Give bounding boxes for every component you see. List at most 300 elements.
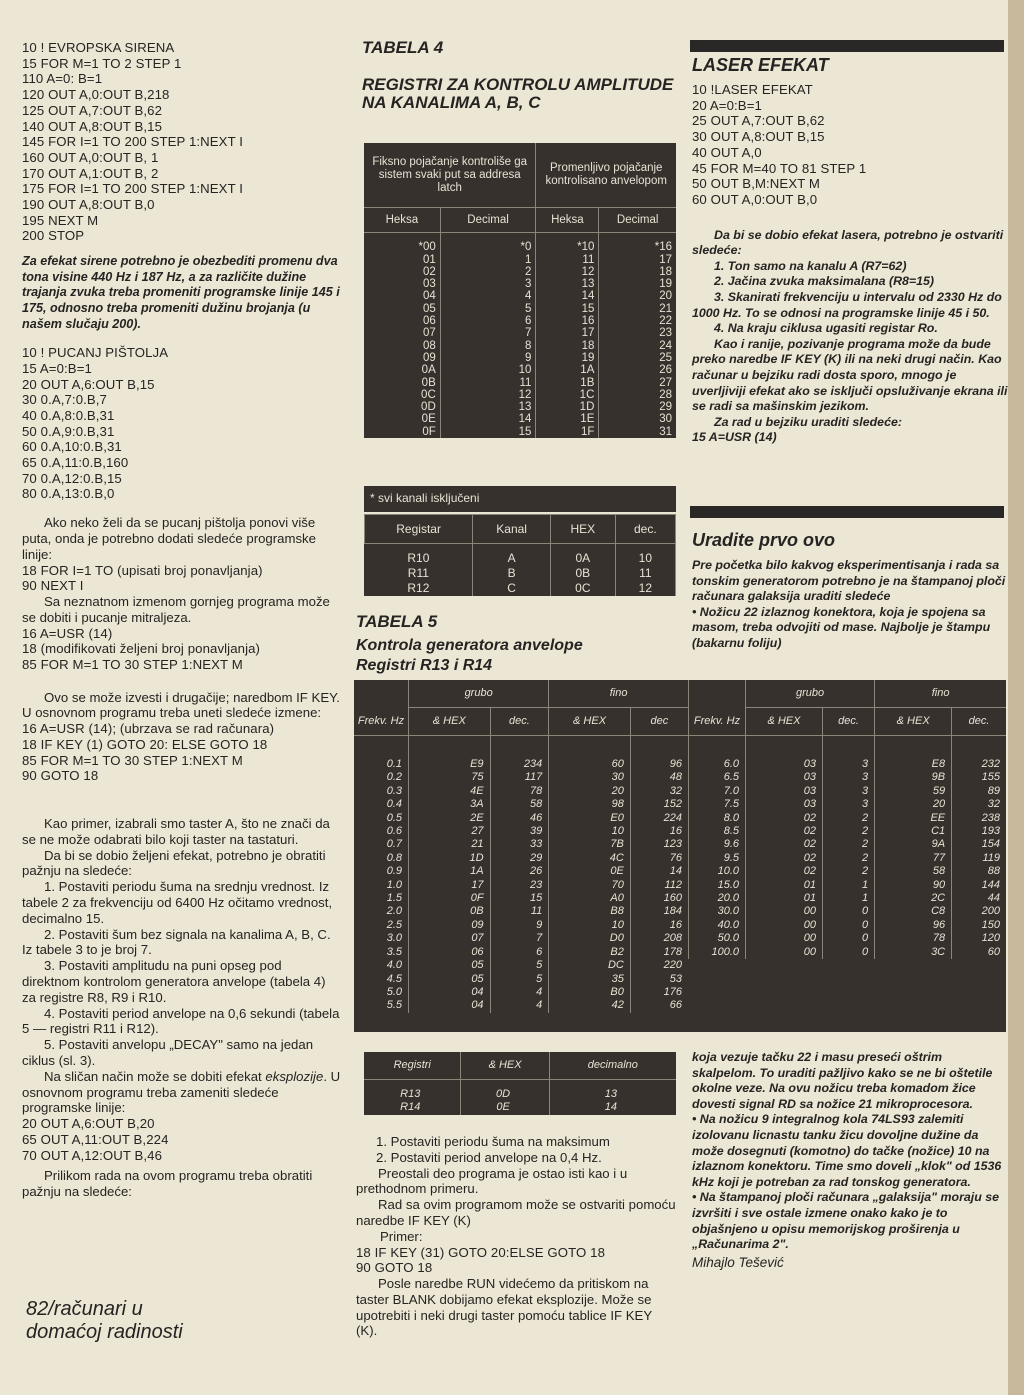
table-row [354,973,688,986]
table-cell: 2 [440,266,536,278]
table-cell: 0.9 [354,865,409,878]
table-cell: 234 [490,736,549,772]
table-cell: 0.2 [354,771,409,784]
table-cell: 119 [982,851,1000,864]
step-item: 3. Skanirati frekvenciju u intervalu od 2330 Hz do 1000 Hz. To se odnosi na programske linije 45 i 50. [692,290,1002,320]
table-cell: 0F [364,426,440,438]
left-column [22,40,342,1200]
table-cell: 4 [490,999,549,1012]
table-cell: 0.5 [354,812,409,825]
table-row [689,946,1007,959]
table-cell: 60 [549,736,631,772]
code-evropska-sirena [22,40,342,244]
table-cell: 2.0 [354,905,409,918]
table-cell: 0E [461,1101,549,1114]
table5-group-row [354,680,688,708]
code-line: 50 OUT B,M:NEXT M [692,176,820,192]
table-cell: 02 [746,852,823,865]
table5-body-left [354,736,688,1013]
step-item: 1. Postaviti periodu šuma na maksimum [376,1134,610,1149]
table-cell: 23 [490,879,549,892]
table-cell: 2 [822,852,874,865]
table5-body-right [689,736,1007,960]
table-cell: 0F [409,892,491,905]
table-cell: 5.5 [354,999,409,1012]
table-row [354,825,688,838]
code-line: 10 ! EVROPSKA SIRENA [22,40,175,55]
code-line: 60 0.A,10:0.B,31 [22,439,122,455]
group-grubo: grubo [409,680,549,708]
table-cell: 06 [364,315,440,327]
code-line: 18 IF KEY (31) GOTO 20:ELSE GOTO 18 [356,1244,606,1260]
table-cell: 21 [659,302,672,315]
table-cell: 26 [490,865,549,878]
uradite-text [692,558,1006,652]
table-cell: 7B [549,838,631,851]
table-cell: 02 [746,838,823,851]
table-cell: 89 [987,784,1000,797]
table-cell: D0 [549,932,631,945]
table-row [354,999,688,1012]
table-row [354,798,688,811]
table4 [364,143,676,438]
table-cell: 1 [822,892,874,905]
table-cell: A [473,544,551,567]
code-line: 20 OUT A,6:OUT B,15 [22,376,155,392]
table-cell: 3.5 [354,946,409,959]
table-cell: 0.4 [354,798,409,811]
table-cell: 1D [409,852,491,865]
table-cell: 01 [746,879,823,892]
paragraph: Ovo se može izvesti i drugačije; naredbom IF KEY. U osnovnom programu treba uneti sledeće izmene: [22,689,340,721]
table-cell: 01 [364,254,440,266]
step-item: 4. Postaviti period anvelope na 0,6 sekundi (tabela 5 — registri R11 i R12). [22,1005,340,1037]
table-cell: 112 [664,878,682,891]
column-header: Heksa [364,208,440,233]
table-cell: 76 [669,851,682,864]
table-cell: 00 [746,905,823,918]
empty-cell [354,680,409,708]
table5-header-left [354,708,688,736]
code-line: 170 OUT A,1:OUT B, 2 [22,165,159,181]
table-cell: 5 [490,959,549,972]
table-cell: 05 [364,303,440,315]
table-cell: 18 [659,265,672,278]
table5-registers-body [364,1080,676,1115]
table-cell: 1.5 [354,892,409,905]
table-row [354,852,688,865]
column-header: & HEX [461,1052,549,1080]
paragraph: Rad sa ovim programom može se ostvariti pomoću naredbe IF KEY (K) [356,1197,676,1228]
table-cell: 16 [536,315,599,327]
middle-text [356,1134,676,1339]
table-cell: 152 [663,798,682,811]
table-cell: 2C [875,892,952,905]
code-line: 140 OUT A,8:OUT B,15 [22,118,163,134]
paragraph: Za rad u bejziku uraditi sledeće: [714,414,902,429]
table-row [364,413,676,425]
table-cell: 06 [409,946,491,959]
text: Na sličan način može se dobiti efekat [44,1068,262,1084]
table-row [354,986,688,999]
table-cell: 78 [875,932,952,945]
table4-label: TABELA 4 [362,38,444,57]
table-cell: 59 [875,785,952,798]
paragraph: • Na štampanoj ploči računara „galaksija" moraju se izvršiti i sve ostale izmene onako kako je to objašnjeno u opisu memorijskog proširenja u „Računarima 2". [692,1190,1000,1252]
table-cell: 14 [604,1101,617,1114]
table-cell: 75 [409,771,491,784]
table-cell: 96 [875,919,952,932]
table-cell: 1B [536,377,599,389]
column-header: HEX [551,515,616,544]
table-row [365,544,676,567]
table-cell: 27 [409,825,491,838]
table-cell: 3 [822,798,874,811]
table-cell: 07 [409,932,491,945]
group-grubo: grubo [746,680,875,708]
table-cell: 70 [549,879,631,892]
paragraph: Kao primer, izabrali smo taster A, što ne znači da se ne može odabrati bilo koji taster na tastaturi. [22,816,330,847]
column-header: Kanal [473,515,551,544]
table-cell: B [473,566,551,581]
table-row [364,254,676,266]
paragraph: 15 A=USR (14) [692,430,777,445]
table5-registers [364,1052,676,1115]
table-cell: 5.0 [354,986,409,999]
uradite-text-continued [692,1050,1006,1270]
code-line: 90 GOTO 18 [356,1260,433,1276]
table-cell: 224 [663,811,682,824]
table-cell: 14 [669,865,682,878]
table-cell: 154 [981,838,1000,851]
table-cell: 19 [536,352,599,364]
table-cell: 220 [663,959,682,972]
column-header: Registri [364,1052,461,1080]
code-line: 80 0.A,13:0.B,0 [22,486,115,502]
paragraph: Posle naredbe RUN videćemo da pritiskom na taster BLANK dobijamo efekat eksplozije. Može se upotrebiti i neki drugi taster pomoću tablice IF KEY (K). [356,1275,652,1339]
register-table-header [365,515,676,544]
table-cell: 193 [981,825,1000,838]
paragraph: Primer: [380,1228,423,1244]
table-cell: 176 [663,985,682,998]
table-cell: 0B [409,905,491,918]
table-cell: 42 [549,999,631,1012]
table-cell: 20 [875,798,952,811]
divider-bar [690,506,1004,518]
table5-title-line2: Registri R13 i R14 [356,657,493,674]
table-cell: *00 [364,233,440,254]
column-header: dec. [952,708,1006,736]
table-cell: 0E [364,413,440,425]
table-cell: 9B [875,771,952,784]
table-cell: 238 [981,811,1000,824]
page-footer: 82/računari u domaćoj radinosti [26,1298,183,1343]
table-row [689,798,1007,811]
paragraph: Da bi se dobio željeni efekat, potrebno je obratiti pažnju na sledeće: [22,847,326,879]
table-cell: 11 [615,566,675,581]
table-cell: 184 [663,905,682,918]
table-cell: 07 [364,327,440,339]
table-row [364,327,676,339]
laser-section [692,82,1008,446]
step-item: 4. Na kraju ciklusa ugasiti registar Ro. [714,321,938,336]
table-cell: 58 [875,865,952,878]
table-cell: 8.0 [689,812,746,825]
column-header: dec. [822,708,874,736]
group-fino: fino [875,680,1006,708]
table-cell: 88 [987,865,1000,878]
table-cell: 16 [669,918,682,931]
table-cell: 208 [663,932,682,945]
table-cell: 10 [615,544,675,567]
paragraph: koja vezuje tačku 22 i masu preseći oštrim skalpelom. To uraditi pažljivo kako se ne bi oštetile okolne veze. Na ovu nožicu treba komadom žice dovesti signal RD sa nožice 21 mikroprocesora. [692,1050,993,1111]
table-cell: 02 [364,266,440,278]
table-cell: 7 [440,327,536,339]
code-line: 90 NEXT I [22,578,84,594]
paragraph: Pre početka bilo kakvog eksperimentisanja i rada sa tonskim generatorom potrebno je na štampanoj ploči računara galaksija uraditi sledeće [692,558,1006,604]
table-row [364,1101,676,1114]
table-cell: 28 [659,388,672,401]
table-cell: 48 [669,771,682,784]
table-cell: *0 [440,233,536,254]
step-item: 2. Postaviti šum bez signala na kanalima A, B, C. Iz tabele 3 to je broj 7. [22,926,331,958]
table-cell: 09 [364,352,440,364]
column-header: Heksa [536,208,599,233]
table-cell: 3A [409,798,491,811]
code-line: 175 FOR I=1 TO 200 STEP 1:NEXT I [22,181,244,197]
column-header: & HEX [875,708,952,736]
table-cell: 0.1 [354,736,409,772]
table-cell: E9 [409,736,491,772]
paragraph: Kao i ranije, pozivanje programa može da bude preko naredbe IF KEY (K) ili na neki drugi način. Kao računar u bejziku radi dosta sporo, mnogo je uverljiviji efekat ako se isključi opsluživanje ekrana ili se radi sa mašinskim jezikom. [692,336,1008,414]
table-row [689,879,1007,892]
table-row [354,879,688,892]
table-cell: 77 [875,852,952,865]
column-header: Registar [365,515,473,544]
step-item: 1. Ton samo na kanalu A (R7=62) [714,258,907,273]
table-cell: 1C [536,389,599,401]
code-line: 110 A=0: B=1 [22,71,103,87]
table-cell: 9 [440,352,536,364]
table-row [354,785,688,798]
laser-notes [692,228,1008,446]
table-cell: 11 [490,905,549,918]
table-row [689,771,1007,784]
table-cell: 44 [987,892,1000,905]
steps-list [692,259,1008,337]
table-cell: 15 [490,892,549,905]
table-cell: 20.0 [689,892,746,905]
step-item: 3. Postaviti amplitudu na puni opseg pod direktnom kontrolom generatora anvelope (tabela 4) za registre R8, R9 i R10. [22,958,326,1005]
table-cell: EE [875,812,952,825]
table-row [689,736,1007,772]
table-cell: 39 [490,825,549,838]
code-line: 30 OUT A,8:OUT B,15 [692,129,825,145]
table-cell: 9.5 [689,852,746,865]
table-cell: 4 [490,986,549,999]
table-row [354,838,688,851]
table-cell: 32 [987,798,1000,811]
paragraph: Ako neko želi da se pucanj pištolja ponovi više puta, onda je potrebno dodati sledeće programske linije: [22,515,316,562]
table-row [354,771,688,784]
paragraph: Sa neznatnom izmenom gornjeg programa može se dobiti i pucanje mitraljeza. [22,593,330,625]
code-line: 160 OUT A,0:OUT B, 1 [22,149,159,165]
column-header: dec [630,708,688,736]
table-cell: 23 [659,327,672,340]
table-cell: 20 [659,290,672,303]
table-cell: 1A [536,364,599,376]
table-cell: 0A [364,364,440,376]
steps-list [356,1134,676,1166]
code-line: 190 OUT A,8:OUT B,0 [22,197,155,213]
table-cell: 0.8 [354,852,409,865]
code-line: 10 !LASER EFEKAT [692,82,813,97]
table-cell: 03 [746,785,823,798]
code-line: 70 0.A,12:0.B,15 [22,470,122,486]
code-line: 16 A=USR (14) [22,625,113,641]
table-row [364,266,676,278]
paragraph: Da bi se dobio efekat lasera, potrebno je ostvariti sledeće: [692,227,1004,258]
table-cell: DC [549,959,631,972]
table-cell: 04 [409,986,491,999]
table-cell: 2.5 [354,919,409,932]
code-line: 20 OUT A,6:OUT B,20 [22,1116,155,1132]
table-cell: 26 [659,364,672,377]
table-row [689,785,1007,798]
table-cell: 6 [440,315,536,327]
table-cell: 02 [746,865,823,878]
table4-header [364,143,676,208]
table-cell: 30 [549,771,631,784]
table4-footnote: * svi kanali isključeni [364,486,676,512]
table-row [365,581,676,596]
table-row [364,364,676,376]
table-cell: 01 [746,892,823,905]
table-cell: 15.0 [689,879,746,892]
table-cell: 31 [659,425,672,438]
table-cell: 03 [746,736,823,772]
table-cell: 09 [409,919,491,932]
table-cell: 0.3 [354,785,409,798]
table-cell: 90 [875,879,952,892]
code-line: 60 OUT A,0:OUT B,0 [692,191,818,207]
table-cell: 2E [409,812,491,825]
table-row [364,290,676,302]
table-row [354,946,688,959]
paragraph: Prilikom rada na ovom programu treba obratiti pažnju na sledeće: [22,1168,313,1200]
register-table-body [365,544,676,597]
table-cell: 160 [663,892,682,905]
code-line: 145 FOR I=1 TO 200 STEP 1:NEXT I [22,134,244,150]
table-row [364,303,676,315]
code-block [356,1245,676,1276]
table-cell: 0.6 [354,825,409,838]
table-cell: 0 [822,946,874,959]
table-cell: 96 [669,758,682,770]
table-row [354,812,688,825]
table5-label: TABELA 5 [356,612,438,631]
column-header: dec. [490,708,549,736]
table-cell: 4 [440,290,536,302]
table-cell: 30.0 [689,905,746,918]
table-cell: 4.5 [354,973,409,986]
table-row [354,959,688,972]
table-cell: 4E [409,785,491,798]
table-cell: C [473,581,551,596]
divider-bar [690,40,1004,52]
table-cell: 08 [364,340,440,352]
table-cell: 66 [669,999,682,1012]
column-header: & HEX [746,708,823,736]
table-cell: 8.5 [689,825,746,838]
sirena-note: Za efekat sirene potrebno je obezbediti promenu dva tona visine 440 Hz i 187 Hz, a za različite dužine trajanja zvuka treba promeniti programske linije 145 i 175, odnosno treba promeniti dužinu brojanja (u našem slučaju 200). [22,254,340,331]
table-cell: 0 [822,932,874,945]
table-cell: 0 [822,905,874,918]
table-row [364,315,676,327]
table-cell: 3 [440,278,536,290]
code-line: 85 FOR M=1 TO 30 STEP 1:NEXT M [22,752,243,768]
code-line: 25 OUT A,7:OUT B,62 [692,113,825,129]
table-cell: 24 [659,339,672,352]
table-cell: 0B [551,566,616,581]
table5-right [688,680,1006,959]
table-row [689,905,1007,918]
column-header: Frekv. Hz [689,708,746,736]
table-cell: 0C [364,389,440,401]
table-cell: C8 [875,905,952,918]
table-cell: 0B [364,377,440,389]
code-line: 10 ! PUCANJ PIŠTOLJA [22,345,169,361]
table-cell: 123 [663,838,682,851]
table-cell: 17 [536,327,599,339]
table-cell: 7.0 [689,785,746,798]
table-row [689,919,1007,932]
table-cell: 1 [822,879,874,892]
header-fixed-gain: Fiksno pojačanje kontroliše ga sistem svaki put sa addresa latch [364,143,536,208]
table-cell: 27 [659,376,672,389]
table-cell: 3 [822,771,874,784]
table-cell: 60 [987,945,1000,958]
table-cell: 5 [490,973,549,986]
table-row [689,892,1007,905]
table-cell: 2 [822,865,874,878]
table-cell: R10 [365,544,473,567]
table-row [689,932,1007,945]
table-cell: 9A [875,838,952,851]
table-cell: 13 [604,1088,617,1100]
table-cell: 6.0 [689,736,746,772]
table-cell: 22 [659,315,672,328]
code-line: 65 0.A,11:0.B,160 [22,455,129,471]
table-cell: 35 [549,973,631,986]
table5-group-row [689,680,1007,708]
table-cell: 2 [822,825,874,838]
code-block [22,1116,342,1163]
table-row [354,892,688,905]
table-cell: 232 [981,758,1000,770]
table-cell: 03 [746,771,823,784]
table-row [364,426,676,438]
column-header: Decimal [440,208,536,233]
table-row [354,865,688,878]
code-line: 90 GOTO 18 [22,768,99,784]
uradite-title: Uradite prvo ovo [692,530,836,550]
table-cell: 7.5 [689,798,746,811]
table-cell: 15 [440,426,536,438]
table-cell: 30 [659,413,672,426]
table-cell: A0 [549,892,631,905]
table-cell: 8 [440,340,536,352]
